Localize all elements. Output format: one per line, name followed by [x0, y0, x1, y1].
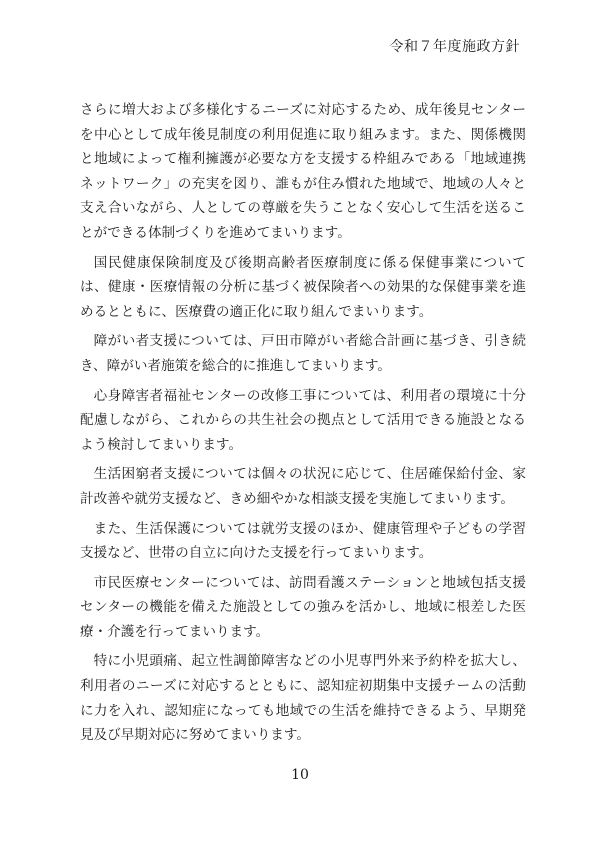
- paragraph-guardianship: さらに増大および多様化するニーズに対応するため、成年後見センターを中心として成年後見制度の利用促進に取り組みます。また、関係機関と地域によって権利擁護が必要な方を支援する枠組みである「地域連携ネットワーク」の充実を図り、誰もが住み慣れた地域で、地域の人々と支え合いながら、人としての尊厳を失うことなく安心して生活を送ることができる体制づくりを進めてまいります。: [80, 102, 526, 241]
- paragraph-welfare-center: 心身障害者福祉センターの改修工事については、利用者の環境に十分配慮しながら、これからの共生社会の拠点として活用できる施設となるよう検討してまいります。: [80, 387, 526, 453]
- paragraph-public-assistance: また、生活保護については就労支援のほか、健康管理や子どもの学習支援など、世帯の自立に向けた支援を行ってまいります。: [80, 520, 526, 562]
- paragraph-medical-center: 市民医療センターについては、訪問看護ステーションと地域包括支援センターの機能を備えた施設としての強みを活かし、地域に根差した医療・介護を行ってまいります。: [80, 574, 526, 640]
- paragraph-pediatric-dementia: 特に小児頭痛、起立性調節障害などの小児専門外来予約枠を拡大し、利用者のニーズに対応するとともに、認知症初期集中支援チームの活動に力を入れ、認知症になっても地域での生活を維持できるよう、早期発見及び早期対応に努めてまいります。: [80, 653, 526, 744]
- running-header: 令和７年度施政方針: [389, 39, 520, 55]
- page-number: 10: [291, 767, 309, 783]
- paragraph-disability-support: 障がい者支援については、戸田市障がい者総合計画に基づき、引き続き、障がい者施策を総合的に推進してまいります。: [80, 333, 526, 374]
- paragraph-health-insurance: 国民健康保険制度及び後期高齢者医療制度に係る保健事業については、健康・医療情報の分析に基づく被保険者への効果的な保健事業を進めるとともに、医療費の適正化に取り組んでまいります。: [80, 254, 526, 320]
- paragraph-needy-support: 生活困窮者支援については個々の状況に応じて、住居確保給付金、家計改善や就労支援など、きめ細やかな相談支援を実施してまいります。: [80, 466, 526, 507]
- body-text: [80, 98, 526, 753]
